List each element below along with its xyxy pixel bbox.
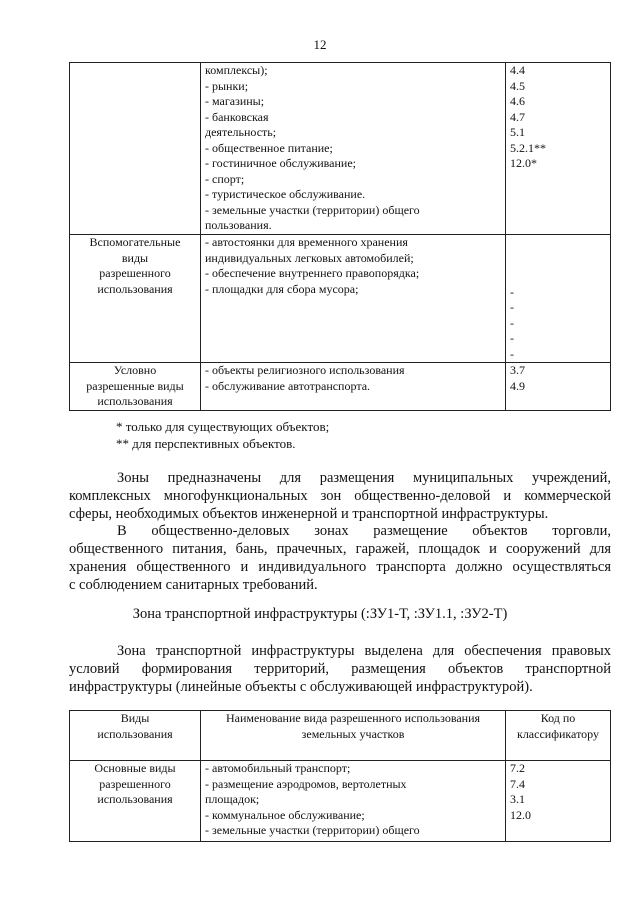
zone-uses-table-continued bbox=[69, 62, 611, 411]
classifier-code: 7.2 bbox=[510, 761, 525, 775]
paragraph-line: Зона транспортной инфраструктуры выделена для обеспечения правовых bbox=[117, 643, 611, 659]
use-name: - размещение аэродромов, вертолетных bbox=[205, 776, 407, 791]
header-text: Код по bbox=[540, 711, 576, 725]
header-text: использования bbox=[97, 726, 173, 741]
use-name: площадок; bbox=[205, 792, 260, 806]
use-type-label: использования bbox=[97, 394, 173, 408]
classifier-code: - bbox=[510, 315, 514, 330]
header-cell bbox=[70, 711, 201, 761]
use-name: - спорт; bbox=[205, 171, 245, 186]
classifier-code: 3.1 bbox=[510, 792, 525, 806]
use-type-label: Основные виды bbox=[94, 761, 176, 775]
use-name: - земельные участки (территории) общего bbox=[205, 823, 420, 837]
classifier-code: - bbox=[510, 331, 514, 345]
code-cell bbox=[506, 761, 611, 842]
use-name: - коммунальное обслуживание; bbox=[205, 807, 365, 822]
paragraph bbox=[69, 522, 611, 594]
use-type-label: виды bbox=[121, 250, 149, 265]
classifier-code: - bbox=[510, 284, 514, 299]
use-name: комплексы); bbox=[205, 63, 268, 77]
use-name: - туристическое обслуживание. bbox=[205, 187, 366, 201]
classifier-code: 4.9 bbox=[510, 378, 525, 393]
classifier-code: - bbox=[510, 346, 514, 361]
header-text: Наименование вида разрешенного использования bbox=[225, 711, 481, 725]
zone-heading: Зона транспортной инфраструктуры (:ЗУ1-Т, :ЗУ1.1, :ЗУ2-Т) bbox=[132, 606, 508, 622]
classifier-code: - bbox=[510, 300, 514, 314]
use-name: - обеспечение внутреннего правопорядка; bbox=[205, 266, 420, 280]
classifier-code: 3.7 bbox=[510, 363, 525, 377]
classifier-code: 5.1 bbox=[510, 125, 525, 139]
use-type-label: Условно bbox=[113, 363, 157, 377]
table-row bbox=[70, 63, 611, 235]
footnote: * только для существующих объектов; bbox=[116, 419, 330, 434]
paragraph bbox=[69, 469, 611, 523]
use-names-cell bbox=[201, 235, 506, 363]
header-cell bbox=[201, 711, 506, 761]
table-row bbox=[70, 363, 611, 411]
table-row bbox=[70, 235, 611, 363]
use-names-cell bbox=[201, 363, 506, 411]
paragraph-line: инфраструктуры (линейные объекты с обслуживающей инфраструктурой). bbox=[69, 679, 533, 695]
use-name: - земельные участки (территории) общего bbox=[205, 202, 420, 217]
classifier-code: 12.0 bbox=[510, 807, 531, 822]
use-type-label: Вспомогательные bbox=[89, 235, 181, 249]
classifier-code: 4.4 bbox=[510, 63, 525, 77]
use-type-cell bbox=[70, 235, 201, 363]
use-name: - рынки; bbox=[205, 78, 249, 93]
classifier-code: 4.7 bbox=[510, 109, 525, 124]
use-type-label: разрешенные виды bbox=[86, 378, 184, 393]
footnote: ** для перспективных объектов. bbox=[116, 436, 296, 451]
use-type-cell bbox=[70, 363, 201, 411]
page-number: 12 bbox=[313, 37, 327, 52]
paragraph-line: комплексных многофункциональных зон общественно-деловой и коммерческой bbox=[69, 488, 611, 504]
use-names-cell bbox=[201, 761, 506, 842]
header-cell bbox=[506, 711, 611, 761]
use-name: - объекты религиозного использования bbox=[205, 363, 405, 377]
use-type-label: разрешенного bbox=[99, 266, 171, 280]
use-type-label: разрешенного bbox=[99, 776, 171, 791]
classifier-code: 4.5 bbox=[510, 78, 525, 93]
classifier-code: 12.0* bbox=[510, 156, 537, 170]
classifier-code: 7.4 bbox=[510, 776, 525, 791]
paragraph bbox=[69, 642, 611, 696]
classifier-code: 5.2.1** bbox=[510, 140, 546, 155]
header-text: Виды bbox=[120, 711, 150, 725]
paragraph-line: В общественно-деловых зонах размещение объектов торговли, bbox=[117, 523, 611, 539]
use-names-cell bbox=[201, 63, 506, 235]
use-type-cell bbox=[70, 761, 201, 842]
paragraph-line: хранения общественного и индивидуального транспорта должно осуществляться bbox=[69, 559, 611, 575]
use-name: - обслуживание автотранспорта. bbox=[205, 378, 371, 393]
table-row bbox=[70, 761, 611, 842]
use-type-label: использования bbox=[97, 281, 173, 296]
paragraph-line: сферы, необходимых объектов инженерной и транспортной инфраструктуры. bbox=[69, 506, 549, 522]
use-name: - автомобильный транспорт; bbox=[205, 761, 351, 775]
use-type-cell bbox=[70, 63, 201, 235]
paragraph-line: условий формирования территорий, размещения объектов транспортной bbox=[69, 661, 611, 677]
header-text: земельных участков bbox=[301, 726, 405, 741]
paragraph-line: Зоны предназначены для размещения муниципальных учреждений, bbox=[117, 470, 611, 486]
code-cell bbox=[506, 63, 611, 235]
table-header-row bbox=[70, 711, 611, 761]
paragraph-line: общественного питания, бань, прачечных, гаражей, площадок и сооружений для bbox=[69, 541, 611, 557]
code-cell bbox=[506, 235, 611, 363]
code-cell bbox=[506, 363, 611, 411]
use-name: - гостиничное обслуживание; bbox=[205, 156, 356, 170]
use-name: - площадки для сбора мусора; bbox=[205, 281, 359, 296]
classifier-code: 4.6 bbox=[510, 94, 525, 108]
use-name: - общественное питание; bbox=[205, 140, 333, 155]
use-name: деятельность; bbox=[205, 125, 277, 139]
use-name: - автостоянки для временного хранения bbox=[205, 235, 408, 249]
use-name: пользования. bbox=[205, 218, 272, 232]
use-name: - банковская bbox=[205, 109, 269, 124]
use-type-label: использования bbox=[97, 792, 173, 806]
use-name: индивидуальных легковых автомобилей; bbox=[205, 250, 414, 265]
paragraph-line: с соблюдением санитарных требований. bbox=[69, 577, 318, 593]
transport-zone-table bbox=[69, 710, 611, 842]
use-name: - магазины; bbox=[205, 94, 265, 108]
header-text: классификатору bbox=[516, 726, 599, 741]
